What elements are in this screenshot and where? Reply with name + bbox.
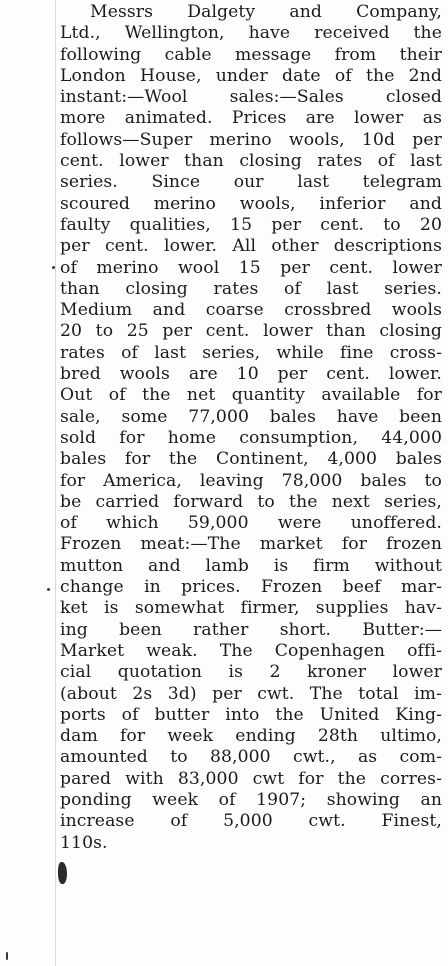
article-line: Out of the net quantity available for [60,385,442,406]
article-line: sold for home consumption, 44,000 [60,427,442,448]
article-line: more animated. Prices are lower as [60,108,442,129]
article-line: rates of last series, while fine cross- [60,342,442,363]
article-line: change in prices. Frozen beef mar- [60,577,442,598]
article-line: following cable message from their [60,44,442,65]
article-line: ing been rather short. Butter:— [60,619,442,640]
article-line: be carried forward to the next series, [60,491,442,512]
article-line: sale, some 77,000 bales have been [60,406,442,427]
article-line: ket is somewhat firmer, supplies hav- [60,598,442,619]
ink-blot [58,862,67,884]
article-line: cial quotation is 2 kroner lower [60,662,442,683]
article-line: London House, under date of the 2nd [60,65,442,86]
article-line: bred wools are 10 per cent. lower. [60,364,442,385]
article-line: cent. lower than closing rates of last [60,151,442,172]
article-line: 20 to 25 per cent. lower than closing [60,321,442,342]
article-line: ports of butter into the United King- [60,704,442,725]
article-line: of which 59,000 were unoffered. [60,513,442,534]
article-line: Market weak. The Copenhagen offi- [60,640,442,661]
article-line: than closing rates of last series. [60,278,442,299]
article-line: per cent. lower. All other descriptions [60,236,442,257]
article-line: Ltd., Wellington, have received the [60,23,442,44]
article-line: mutton and lamb is firm without [60,555,442,576]
article-line: scoured merino wools, inferior and [60,193,442,214]
article-line: instant:—Wool sales:—Sales closed [60,87,442,108]
print-speck [6,952,8,960]
article-line: of merino wool 15 per cent. lower [60,257,442,278]
article-line: pared with 83,000 cwt for the corres- [60,768,442,789]
column-edge [55,0,56,966]
article-line: bales for the Continent, 4,000 bales [60,449,442,470]
article-line: series. Since our last telegram [60,172,442,193]
article-line: amounted to 88,000 cwt., as com- [60,747,442,768]
article-line: Frozen meat:—The market for frozen [60,534,442,555]
article-line: faulty qualities, 15 per cent. to 20 [60,214,442,235]
print-speck [52,266,55,269]
article-line: Medium and coarse crossbred wools [60,300,442,321]
article-line: Messrs Dalgety and Company, [90,2,442,22]
article-column [60,2,442,854]
article-line: ponding week of 1907; showing an [60,789,442,810]
article-line: (about 2s 3d) per cwt. The total im- [60,683,442,704]
article-line: follows—Super merino wools, 10d per [60,129,442,150]
print-speck [47,588,50,591]
article-line: increase of 5,000 cwt. Finest, [60,811,442,832]
article-line: dam for week ending 28th ultimo, [60,726,442,747]
article-line: for America, leaving 78,000 bales to [60,470,442,491]
article-line: 110s. [60,832,108,853]
